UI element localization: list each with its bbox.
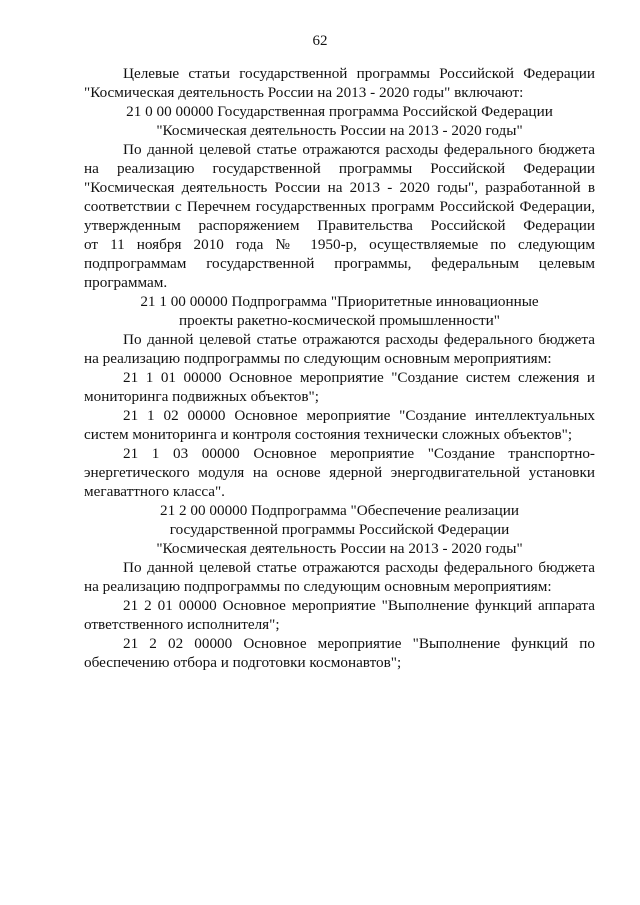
subprogram-1-heading [84,292,595,330]
paragraph-line: энергетического модуля на основе ядерной энергодвигательной установки [84,464,595,481]
paragraph-line: По данной целевой статье отражаются расходы федерального бюджета [123,331,595,348]
paragraph-line: 21 1 02 00000 Основное мероприятие "Создание интеллектуальных [123,407,595,424]
paragraph-line: подпрограммам государственной программы, федеральным целевым [84,255,595,272]
document-body [84,64,595,672]
paragraph-line: 21 2 01 00000 Основное мероприятие "Выполнение функций аппарата [123,597,595,614]
paragraph-line: программам. [84,274,168,291]
paragraph-line: систем мониторинга и контроля состояния технически сложных объектов"; [84,426,573,443]
paragraph-line: "Космическая деятельность России на 2013 - 2020 годы", разработанной в [84,179,595,196]
paragraph-line: на реализацию государственной программы Российской Федерации [84,160,595,177]
subprogram-heading-line: проекты ракетно-космической промышленности" [178,312,501,329]
paragraph-line: 21 2 02 00000 Основное мероприятие "Выполнение функций по [123,635,595,652]
intro-line: "Космическая деятельность России на 2013 - 2020 годы" включают: [84,84,524,101]
program-heading-line: "Космическая деятельность России на 2013 - 2020 годы" [156,122,523,139]
paragraph-line: обеспечению отбора и подготовки космонавтов"; [84,654,402,671]
measure-item-21-2-01 [84,596,595,634]
paragraph-line: По данной целевой статье отражаются расходы федерального бюджета [123,559,595,576]
subprogram-2-description [84,558,595,596]
measure-item-21-1-03 [84,444,595,501]
paragraph-line: По данной целевой статье отражаются расходы федерального бюджета [123,141,595,158]
program-description-paragraph [84,140,595,292]
paragraph-line: мегаваттного класса". [84,483,225,500]
program-heading-line: 21 0 00 00000 Государственная программа Российской Федерации [126,103,553,120]
paragraph-line: 21 1 01 00000 Основное мероприятие "Создание систем слежения и [123,369,595,386]
subprogram-2-heading [84,501,595,558]
program-heading [84,102,595,140]
measure-item-21-1-01 [84,368,595,406]
paragraph-line: от 11 ноября 2010 года № 1950-р, осуществляемые по следующим [84,236,595,253]
intro-line: Целевые статьи государственной программы Российской Федерации [123,65,595,82]
paragraph-line: на реализацию подпрограммы по следующим основным мероприятиям: [84,350,552,367]
paragraph-line: ответственного исполнителя"; [84,616,280,633]
subprogram-heading-line: 21 2 00 00000 Подпрограмма "Обеспечение реализации [160,502,519,519]
measure-item-21-2-02 [84,634,595,672]
subprogram-heading-line: государственной программы Российской Федерации [169,521,510,538]
paragraph-line: на реализацию подпрограммы по следующим основным мероприятиям: [84,578,552,595]
intro-paragraph [84,64,595,102]
subprogram-1-description [84,330,595,368]
subprogram-heading-line: 21 1 00 00000 Подпрограмма "Приоритетные инновационные [140,293,539,310]
page-number: 62 [312,33,328,49]
paragraph-line: 21 1 03 00000 Основное мероприятие "Создание транспортно- [123,445,595,462]
subprogram-heading-line: "Космическая деятельность России на 2013 - 2020 годы" [156,540,523,557]
measure-item-21-1-02 [84,406,595,444]
paragraph-line: утвержденным распоряжением Правительства Российской Федерации [84,217,595,234]
paragraph-line: соответствии с Перечнем государственных программ Российской Федерации, [84,198,595,215]
paragraph-line: мониторинга подвижных объектов"; [84,388,319,405]
